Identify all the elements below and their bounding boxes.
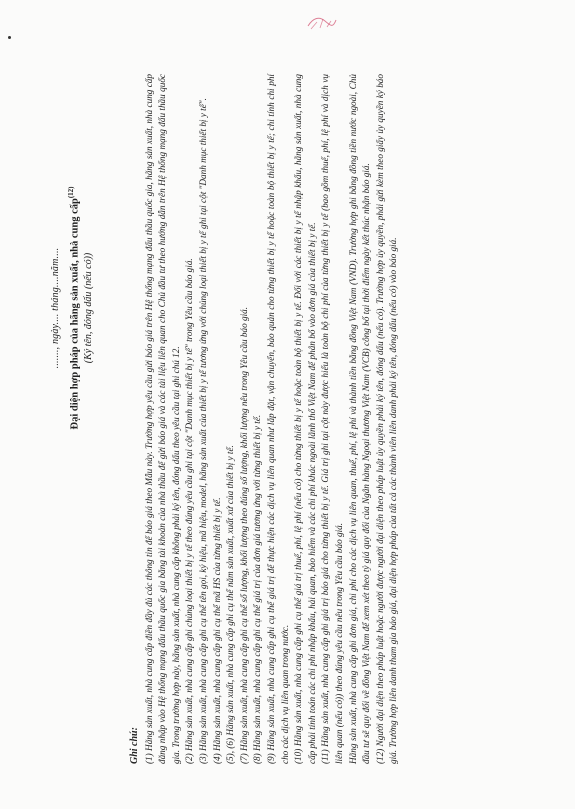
date-line: ......., ngày.... tháng....năm....: [50, 247, 61, 369]
representative-subtitle: (Ký tên, đóng dấu (nếu có)): [82, 252, 94, 364]
note-4: (4) Hãng sản xuất, nhà cung cấp ghi cụ thể mã HS của từng thiết bị y tế.: [211, 497, 222, 764]
note-currency: Hãng sản xuất, nhà cung cấp ghi đơn giá, chi phí cho các dịch vụ liên quan, thuế, phí, lệ phí và thành tiền bằng đồng Việt Nam (VND). Trường hợp ghi bằng đồng tiền nước ngoài, Chủ đầu tư sẽ quy đổi về đồng Việt Nam để xem xét theo tỷ giá quy đổi của Ngân hàng Ngoại thương Việt Nam (VCB) công bố tại thời điểm ngày kết thúc nhận báo giá.: [347, 74, 372, 764]
note-9: (9) Hãng sản xuất, nhà cung cấp ghi cụ thể giá trị để thực hiện các dịch vụ liên quan như lắp đặt, vận chuyển, bảo quản cho từng thiết bị y tế hoặc toàn bộ thiết bị y tế; chi tính chi phí cho các dịch vụ liên quan trong nước.: [265, 74, 290, 764]
notes-heading: Ghi chú:: [129, 727, 140, 764]
footnote-ref-12: (12): [67, 186, 75, 199]
note-10: (10) Hãng sản xuất, nhà cung cấp ghi cụ thể giá trị thuế, phí, lệ phí (nếu có) cho từng thiết bị y tế hoặc toàn bộ thiết bị y tế. Đối với các thiết bị y tế nhập khẩu, hãng sản xuất, nhà cung cấp phải tính toán các chi phí nhập khẩu, hải quan, bảo hiểm và các chi phí khác ngoài lãnh thổ Việt Nam để phân bổ vào đơn giá của thiết bị y tế.: [293, 74, 317, 764]
note-8: (8) Hãng sản xuất, nhà cung cấp ghi cụ thể giá trị của đơn giá tương ứng với từng thiết bị y tế.: [252, 414, 263, 764]
representative-title-text: Đại diện hợp pháp của hãng sản xuất, nhà cung cấp: [69, 198, 81, 430]
note-2: (2) Hãng sản xuất, nhà cung cấp ghi chủng loại thiết bị y tế theo đúng yêu cầu ghi tại cột "Danh mục thiết bị y tế" trong Yêu cầu báo giá.: [184, 258, 195, 764]
note-5-6: (5), (6) Hãng sản xuất, nhà cung cấp ghi cụ thể năm sản xuất, xuất xứ của thiết bị y tế.: [225, 445, 236, 764]
rotated-content: [32, 58, 552, 778]
scan-speck: [8, 36, 11, 39]
representative-title: [67, 78, 81, 538]
note-3: (3) Hãng sản xuất, nhà cung cấp ghi cụ thể tên gọi, ký hiệu, mã hiệu, model, hãng sản xuất của thiết bị y tế tương ứng với chủng loại thiết bị y tế ghi tại cột "Danh mục thiết bị y tế".: [197, 98, 208, 764]
notes-section: [128, 74, 401, 764]
note-12: (12) Người đại diện theo pháp luật hoặc người được người đại diện theo pháp luật ủy quyền phải ký tên, đóng dấu (nếu có). Trường hợp ủy quyền, phải gửi kèm theo giấy ủy quyền ký báo giá. Trường hợp liên danh tham gia báo giá, đại diện hợp pháp của tất cả các thành viên liên danh phải ký tên, đóng dấu (nếu có) vào báo giá.: [374, 74, 399, 764]
red-stamp-mark: [305, 12, 339, 34]
note-11: (11) Hãng sản xuất, nhà cung cấp ghi giá trị báo giá cho từng thiết bị y tế. Giá trị ghi tại cột này được hiểu là toàn bộ chi phí của từng thiết bị y tế (bao gồm thuế, phí, lệ phí và dịch vụ liên quan (nếu có)) theo đúng yêu cầu nêu trong Yêu cầu báo giá.: [320, 74, 344, 764]
signature-block: [50, 78, 94, 538]
note-7: (7) Hãng sản xuất, nhà cung cấp ghi cụ thể số lượng, khối lượng theo đúng số lượng, khối lượng nêu trong Yêu cầu báo giá.: [238, 306, 249, 764]
note-1: (1) Hãng sản xuất, nhà cung cấp điền đầy đủ các thông tin để báo giá theo Mẫu này. Trường hợp yêu cầu gửi báo giá trên Hệ thống mạng đấu thầu quốc gia, hãng sản xuất, nhà cung cấp đăng nhập vào Hệ thống mạng đấu thầu quốc gia bằng tài khoản của nhà thầu để gửi báo giá và các tài liệu liên quan cho Chủ đầu tư theo hướng dẫn trên Hệ thống mạng đấu thầu quốc gia. Trong trường hợp này, hãng sản xuất, nhà cung cấp không phải ký tên, đóng dấu theo yêu cầu tại ghi chú 12.: [143, 74, 181, 764]
